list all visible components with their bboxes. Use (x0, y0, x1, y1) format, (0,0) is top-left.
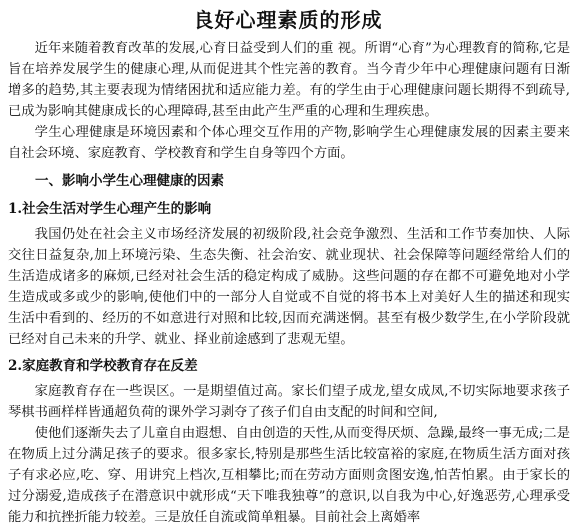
subsection-heading-1: 1.社会生活对学生心理产生的影响 (8, 201, 212, 217)
subsection-heading-2: 2.家庭教育和学校教育存在反差 (8, 358, 198, 374)
subsection-1-paragraph: 我国仍处在社会主义市场经济发展的初级阶段,社会竞争激烈、生活和工作节奏加快、人际交往日益复杂,加上环境污染、生态失衡、社会治安、就业现状、社会保障等问题经常给人们的生活造成诸多的麻烦,已经对社会生活的稳定构成了威胁。这些问题的存在都不可避免地对小学生造成或多或少的影响,使他们中的一部分人自觉或不自觉的将书本上对美好人生的描述和现实生活中看到的、经历的不如意进行对照和比较,因而充满迷惘。甚至有极少数学生,在小学阶段就已经对自己未来的升学、就业、择业前途感到了悲观无望。 (8, 227, 570, 347)
intro-paragraph-1: 近年来随着教育改革的发展,心育日益受到人们的重 视。所谓“心育”为心理教育的简称,它是旨在培养发展学生的健康心理,从而促进其个性完善的教育。当今青少年中心理健康问题有日渐增多的趋势,其主要表现为情绪困扰和适应能力差。有的学生由于心理健康问题长期得不到疏导,已成为影响其健康成长的心理障碍,甚至由此产生严重的心理和生理疾患。 (8, 41, 570, 119)
subsection-2-paragraph-2: 使他们逐渐失去了儿童自由遐想、自由创造的天性,从而变得厌烦、急躁,最终一事无成;二是在物质上过分满足孩子的要求。很多家长,特别是那些生活比较富裕的家庭,在物质生活方面对孩子有求必应,吃、穿、用讲究上档次,互相攀比;而在劳动方面则贪图安逸,怕苦怕累。由于家长的过分溺爱,造成孩子在潜意识中就形成“天下唯我独尊”的意识,以自我为中心,好逸恶劳,心理承受能力和抗挫折能力较差。三是放任自流或简单粗暴。目前社会上离婚率 (8, 426, 570, 525)
document-body (8, 38, 570, 527)
section-heading-1: 一、影响小学生心理健康的因素 (35, 173, 224, 189)
subsection-2-paragraph-1: 家庭教育存在一些误区。一是期望值过高。家长们望子成龙,望女成凤,不切实际地要求孩子琴棋书画样样皆通超负荷的课外学习剥夺了孩子们自由支配的时间和空间, (8, 384, 570, 420)
document-title: 良好心理素质的形成 (193, 8, 383, 32)
intro-paragraph-2: 学生心理健康是环境因素和个体心理交互作用的产物,影响学生心理健康发展的因素主要来自社会环境、家庭教育、学校教育和学生自身等四个方面。 (8, 125, 570, 161)
